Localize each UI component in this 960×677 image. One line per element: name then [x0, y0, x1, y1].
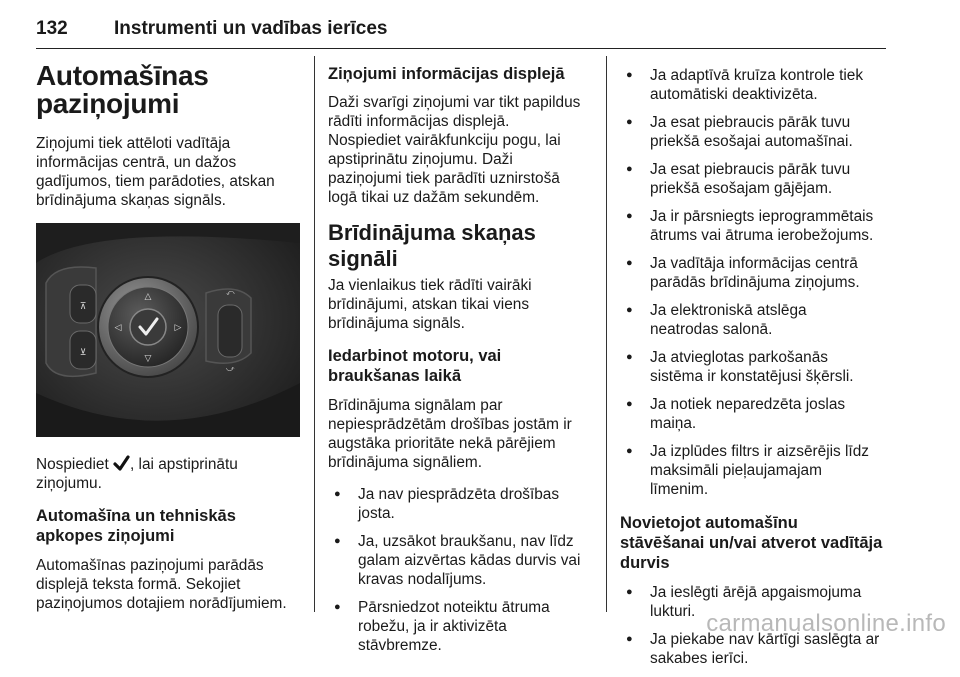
- text-line: Ja adaptīvā kruīza kontrole tiek: [650, 67, 864, 84]
- text-line: Ja, uzsākot braukšanu, nav līdz: [358, 533, 574, 550]
- text-line: ziņojumu.: [36, 475, 102, 492]
- text-line: logā tikai uz dažām sekundēm.: [328, 189, 540, 206]
- text-line: brīdinājuma signāls.: [328, 315, 465, 332]
- title-line: paziņojumi: [36, 88, 180, 119]
- column-1: [36, 58, 306, 626]
- text-line: Nospiediet vairākfunkciju pogu, lai: [328, 132, 561, 149]
- svg-text:⊻: ⊻: [79, 348, 87, 358]
- text-line: apstiprinātu ziņojumu. Daži: [328, 151, 513, 168]
- column-3: [620, 66, 892, 677]
- text-line: nepiesprādzētām drošības jostām ir: [328, 416, 572, 433]
- text-line: priekšā esošajai automašīnai.: [650, 133, 853, 150]
- column-2: [328, 64, 602, 664]
- text-line: Ja nav piesprādzēta drošības: [358, 486, 560, 503]
- steering-wheel-illustration: [36, 223, 300, 437]
- text-line: brīdinājuma signāliem.: [328, 454, 482, 471]
- text-line: Brīdinājuma signālam par: [328, 397, 503, 414]
- list-item: [620, 254, 892, 292]
- text-line: līmenim.: [650, 481, 709, 498]
- text-line: rādīti informācijas displejā.: [328, 113, 510, 130]
- text-line: Automašīnas paziņojumi parādās: [36, 557, 264, 574]
- section-title: [36, 62, 306, 118]
- signals-paragraph: [328, 276, 602, 333]
- text-line: Iedarbinot motoru, vai: [328, 347, 502, 365]
- svg-text:⤻: ⤻: [226, 364, 235, 373]
- text-line: brīdinājuma skaņas signāls.: [36, 192, 226, 209]
- subheading-info-display: Ziņojumi informācijas displejā: [328, 65, 565, 83]
- list-item: [328, 532, 602, 589]
- text-line: Novietojot automašīnu: [620, 514, 798, 532]
- text-line: Ja elektroniskā atslēga: [650, 302, 807, 319]
- text-line: Ja vienlaikus tiek rādīti vairāki: [328, 277, 532, 294]
- list-item: [620, 348, 892, 386]
- list-item: [328, 485, 602, 523]
- text-line: sakabes ierīci.: [650, 650, 749, 667]
- text-line: apkopes ziņojumi: [36, 527, 175, 545]
- header-title: Instrumenti un vadības ierīces: [114, 18, 388, 39]
- title-line: Automašīnas: [36, 60, 209, 91]
- text-line: robežu, ja ir aktivizēta: [358, 618, 507, 635]
- checkmark-icon: [113, 455, 130, 472]
- text-line: neatrodas salonā.: [650, 321, 773, 338]
- text-line: ātrums vai ātruma ierobežojums.: [650, 227, 874, 244]
- heading-warning-chimes: Brīdinājuma skaņas signāli: [328, 220, 536, 271]
- list-item: [620, 207, 892, 245]
- svg-text:▷: ▷: [174, 323, 182, 333]
- list-item: [620, 113, 892, 151]
- text-line: durvis: [620, 554, 670, 572]
- text-line: priekšā esošajam gājējam.: [650, 180, 833, 197]
- text-line: Ja piekabe nav kārtīgi saslēgta ar: [650, 631, 880, 648]
- text-line: displejā teksta formā. Sekojiet: [36, 576, 241, 593]
- text-line: braukšanas laikā: [328, 367, 461, 385]
- list-item: [620, 442, 892, 499]
- engine-bullet-list: [328, 485, 602, 655]
- svg-text:▽: ▽: [144, 354, 152, 364]
- text-line: Ja ieslēgti ārējā apgaismojuma: [650, 584, 862, 601]
- text-line: stāvēšanai un/vai atverot vadītāja: [620, 534, 883, 552]
- text-line: sistēma ir konstatējusi šķērsli.: [650, 368, 854, 385]
- text-fragment: Nospiediet: [36, 456, 113, 473]
- warning-bullet-list: [620, 66, 892, 499]
- text-line: Ja vadītāja informācijas centrā: [650, 255, 858, 272]
- text-line: stāvbremze.: [358, 637, 442, 654]
- text-fragment: , lai apstiprinātu: [130, 456, 238, 473]
- svg-text:⤺: ⤺: [226, 288, 235, 297]
- text-line: lukturi.: [650, 603, 696, 620]
- text-line: paziņojumos dotajiem norādījumiem.: [36, 595, 287, 612]
- subheading-engine-start: [328, 346, 602, 386]
- list-item: [620, 160, 892, 198]
- service-paragraph: [36, 556, 306, 613]
- text-line: Pārsniedzot noteiktu ātruma: [358, 599, 550, 616]
- column-divider: [606, 56, 607, 612]
- text-line: brīdinājumi, atskan tikai viens: [328, 296, 530, 313]
- text-line: automātiski deaktivizēta.: [650, 86, 818, 103]
- text-line: Ja ir pārsniegts ieprogrammētais: [650, 208, 874, 225]
- text-line: galam aizvērtas kādas durvis vai: [358, 552, 581, 569]
- text-line: Ja atvieglotas parkošanās: [650, 349, 828, 366]
- info-paragraph: [328, 93, 602, 207]
- subheading-parking: [620, 513, 892, 573]
- svg-text:⊼: ⊼: [79, 302, 87, 312]
- text-line: parādās brīdinājuma ziņojums.: [650, 274, 860, 291]
- confirm-instruction: [36, 455, 306, 493]
- text-line: Ja esat piebraucis pārāk tuvu: [650, 161, 851, 178]
- text-line: Ja izplūdes filtrs ir aizsērējis līdz: [650, 443, 869, 460]
- text-line: augstāka prioritāte nekā pārējiem: [328, 435, 556, 452]
- text-line: gadījumos, tiem parādoties, atskan: [36, 173, 275, 190]
- text-line: Daži svarīgi ziņojumi var tikt papildus: [328, 94, 581, 111]
- text-line: kravas nodalījums.: [358, 571, 487, 588]
- list-item: [620, 395, 892, 433]
- watermark: carmanualsonline.info: [706, 610, 946, 637]
- text-line: maiņa.: [650, 415, 697, 432]
- steering-wheel-controls-photo: [36, 223, 300, 437]
- page-header: [36, 18, 886, 49]
- page-number: 132: [36, 18, 68, 39]
- list-item: [328, 598, 602, 655]
- intro-paragraph: [36, 134, 306, 210]
- subheading-service-messages: [36, 506, 306, 546]
- text-line: Ja esat piebraucis pārāk tuvu: [650, 114, 851, 131]
- list-item: [620, 66, 892, 104]
- list-item: [620, 301, 892, 339]
- svg-text:△: △: [144, 292, 152, 302]
- text-line: maksimāli pieļaujamajam: [650, 462, 822, 479]
- text-line: josta.: [358, 505, 395, 522]
- text-line: informācijas centrā, un dažos: [36, 154, 237, 171]
- text-line: Ja notiek neparedzēta joslas: [650, 396, 846, 413]
- engine-paragraph: [328, 396, 602, 472]
- text-line: Ziņojumi tiek attēloti vadītāja: [36, 135, 231, 152]
- column-divider: [314, 56, 315, 612]
- svg-text:◁: ◁: [114, 323, 122, 333]
- text-line: Automašīna un tehniskās: [36, 507, 236, 525]
- text-line: paziņojumi tiek parādīti uznirstošā: [328, 170, 560, 187]
